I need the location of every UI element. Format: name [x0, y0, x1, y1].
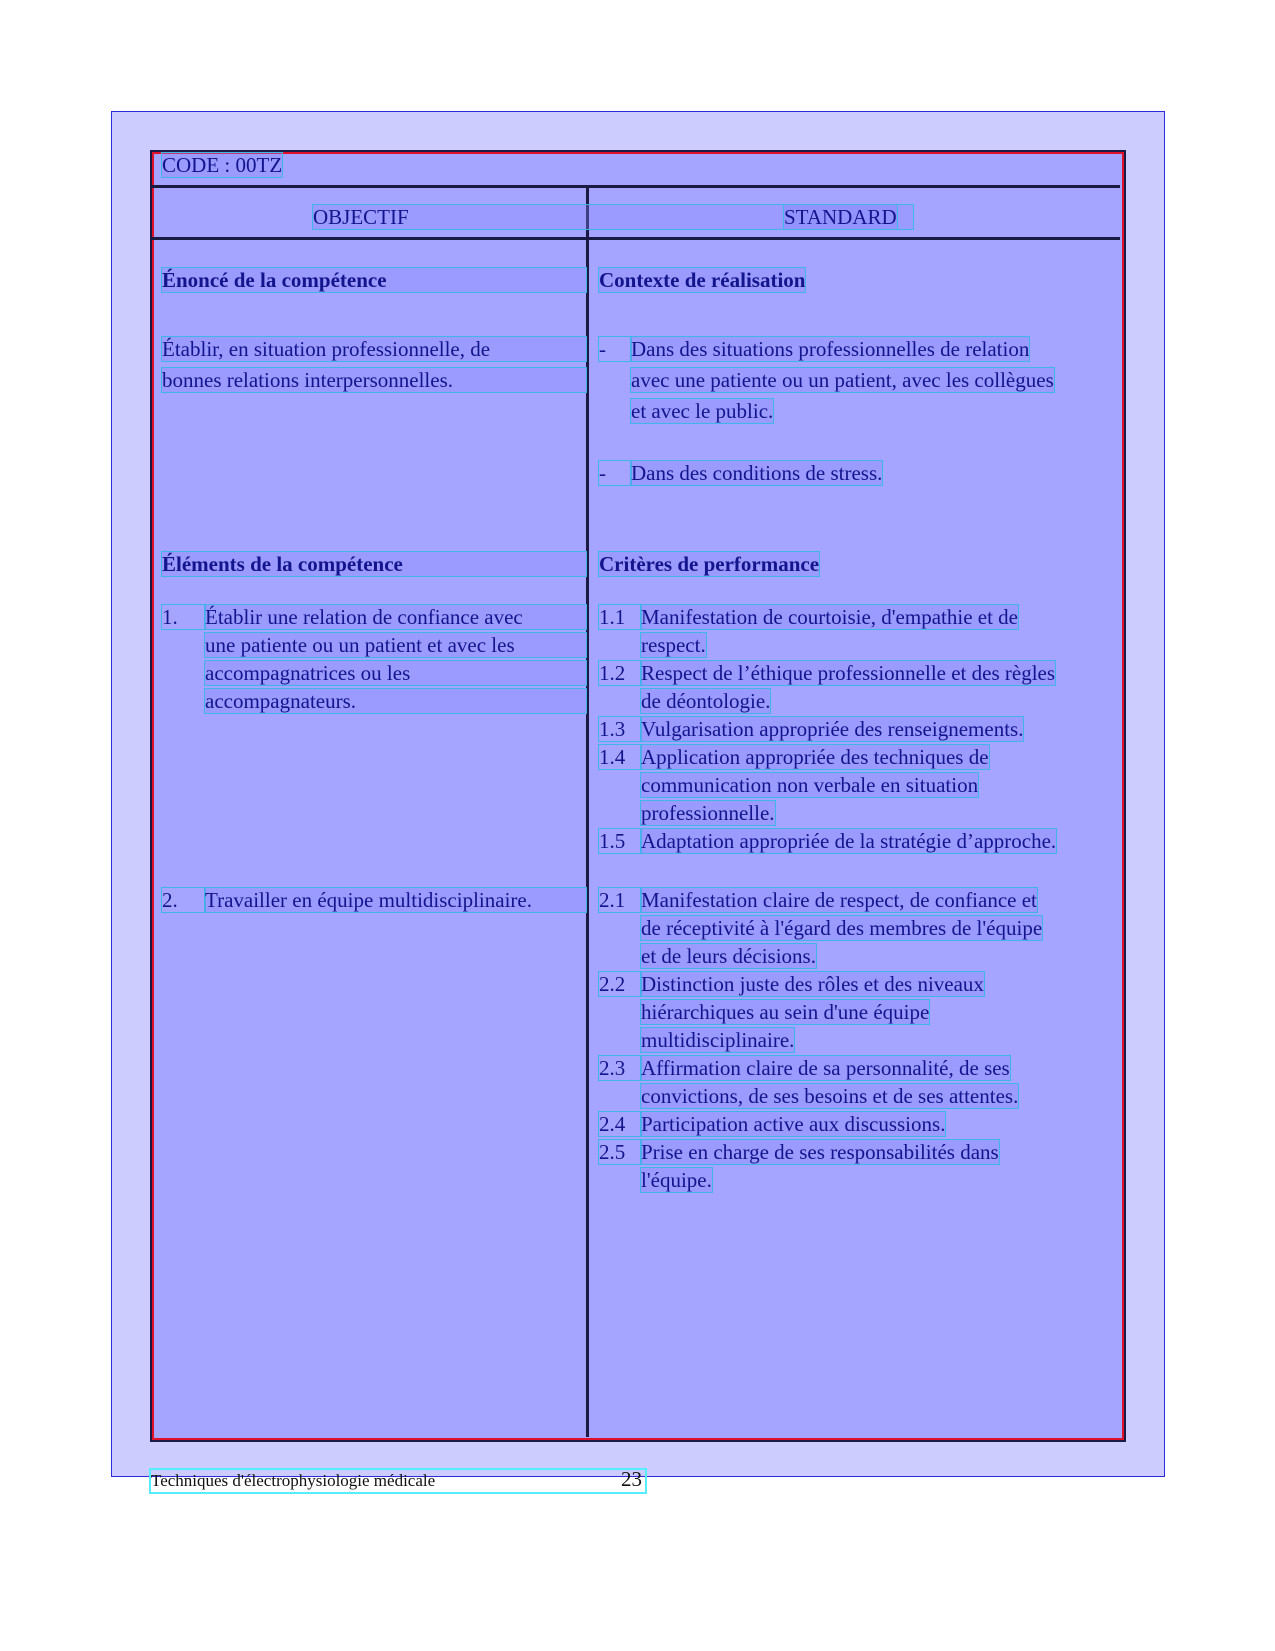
critere-line: de déontologie. [641, 689, 771, 713]
contexte-bullet: - [599, 337, 631, 361]
critere-number: 2.5 [599, 1140, 641, 1164]
contexte-line: avec une patiente ou un patient, avec les collègues [631, 368, 1054, 392]
critere-line: Participation active aux discussions. [641, 1112, 946, 1136]
element-line: Travailler en équipe multidisciplinaire. [205, 888, 586, 912]
critere-line: Respect de l’éthique professionnelle et des règles [641, 661, 1056, 685]
element-line: accompagnateurs. [205, 689, 586, 713]
critere-line: respect. [641, 633, 706, 657]
element-number: 2. [162, 888, 205, 912]
critere-line: convictions, de ses besoins et de ses attentes. [641, 1084, 1019, 1108]
critere-line: communication non verbale en situation [641, 773, 979, 797]
critere-line: Affirmation claire de sa personnalité, de ses [641, 1056, 1010, 1080]
enonce-line: bonnes relations interpersonnelles. [162, 368, 586, 392]
column-divider [586, 187, 589, 1437]
critere-number: 1.1 [599, 605, 641, 629]
element-number: 1. [162, 605, 205, 629]
column-header-divider [152, 237, 1120, 240]
critere-number: 1.3 [599, 717, 641, 741]
critere-number: 2.1 [599, 888, 641, 912]
critere-line: Manifestation de courtoisie, d'empathie et de [641, 605, 1018, 629]
element-line: une patiente ou un patient et avec les [205, 633, 586, 657]
footer-title: Techniques d'électrophysiologie médicale [151, 1471, 436, 1490]
critere-line: et de leurs décisions. [641, 944, 816, 968]
critere-line: Vulgarisation appropriée des renseignements. [641, 717, 1024, 741]
elements-title: Éléments de la compétence [162, 552, 586, 576]
critere-line: Prise en charge de ses responsabilités dans [641, 1140, 999, 1164]
critere-number: 2.3 [599, 1056, 641, 1080]
page-footer [151, 1467, 645, 1492]
code-label: CODE : 00TZ [162, 153, 283, 177]
critere-line: hiérarchiques au sein d'une équipe [641, 1000, 930, 1024]
critere-line: professionnelle. [641, 801, 775, 825]
contexte-bullet: - [599, 461, 631, 485]
critere-line: Manifestation claire de respect, de confiance et [641, 888, 1037, 912]
criteres-title: Critères de performance [599, 552, 820, 576]
contexte-title: Contexte de réalisation [599, 268, 806, 292]
critere-number: 1.2 [599, 661, 641, 685]
contexte-line: Dans des situations professionnelles de relation [631, 337, 1030, 361]
header-divider [152, 185, 1120, 188]
critere-line: multidisciplinaire. [641, 1028, 795, 1052]
critere-number: 2.2 [599, 972, 641, 996]
objectif-header: OBJECTIF [313, 205, 913, 229]
critere-line: Adaptation appropriée de la stratégie d’approche. [641, 829, 1057, 853]
critere-line: Distinction juste des rôles et des niveaux [641, 972, 984, 996]
page-number: 23 [621, 1467, 642, 1491]
contexte-line: et avec le public. [631, 399, 774, 423]
critere-number: 2.4 [599, 1112, 641, 1136]
critere-line: de réceptivité à l'égard des membres de l'équipe [641, 916, 1043, 940]
critere-line: l'équipe. [641, 1168, 712, 1192]
critere-number: 1.5 [599, 829, 641, 853]
standard-header: STANDARD [784, 205, 897, 229]
contexte-line: Dans des conditions de stress. [631, 461, 883, 485]
enonce-title: Énoncé de la compétence [162, 268, 586, 292]
element-line: accompagnatrices ou les [205, 661, 586, 685]
enonce-line: Établir, en situation professionnelle, de [162, 337, 586, 361]
critere-number: 1.4 [599, 745, 641, 769]
critere-line: Application appropriée des techniques de [641, 745, 989, 769]
element-line: Établir une relation de confiance avec [205, 605, 586, 629]
